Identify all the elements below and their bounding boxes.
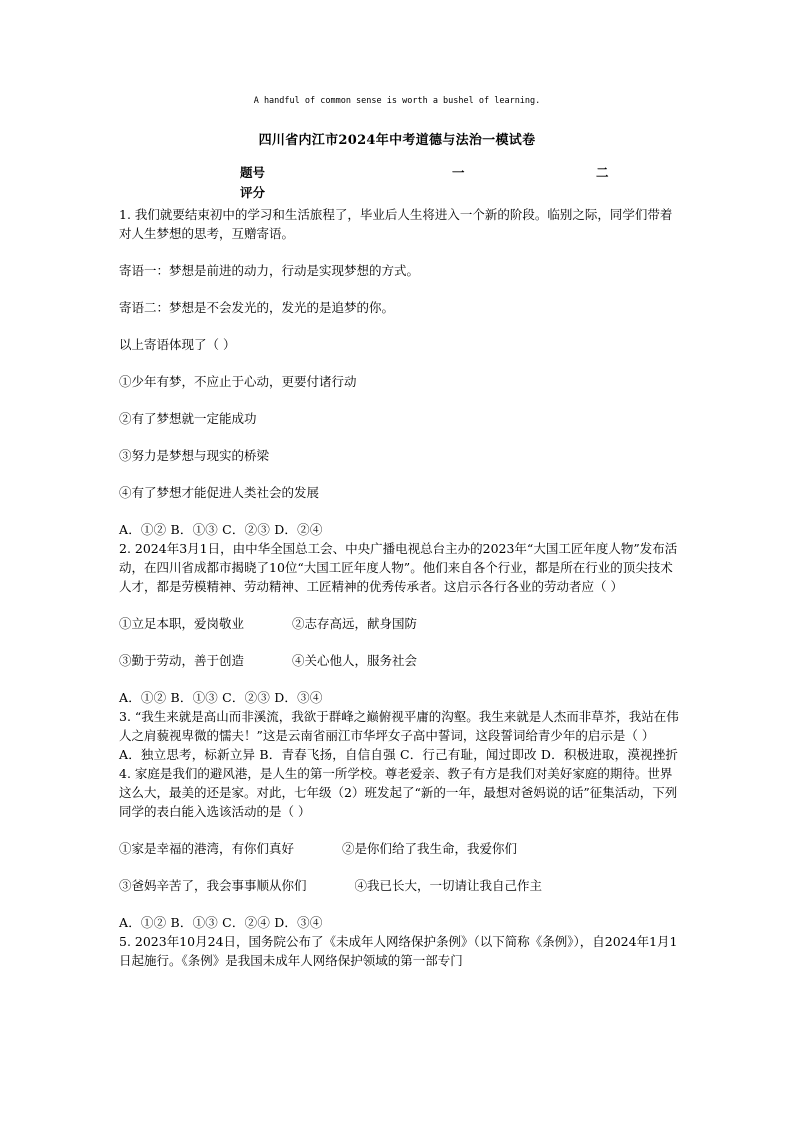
q2-option-3: ③勤于劳动，善于创造 bbox=[119, 653, 245, 668]
score-table-header-row bbox=[240, 163, 630, 183]
q4-option-4: ④我已长大，一切请让我自己作主 bbox=[354, 878, 543, 893]
q2-option-1: ①立足本职，爱岗敬业 bbox=[119, 616, 245, 631]
q1-option-1: ①少年有梦，不应止于心动，更要付诸行动 bbox=[119, 374, 357, 389]
page-title: 四川省内江市2024年中考道德与法治一模试卷 bbox=[258, 133, 536, 148]
q4-options-row-1 bbox=[119, 839, 681, 858]
score-row-label: 评分 bbox=[240, 185, 266, 200]
q1-answers: A．①② B．①③ C．②③ D．②④ bbox=[119, 522, 323, 537]
q1-quote-2: 寄语二：梦想是不会发光的，发光的是追梦的你。 bbox=[119, 300, 395, 315]
score-header-section-1: 一 bbox=[452, 165, 465, 180]
q4-options-row-2 bbox=[119, 876, 681, 895]
q5-stem: 5. 2023年10月24日，国务院公布了《未成年人网络保护条例》（以下简称《条例》），自2024年1月1日起施行。《条例》是我国未成年人网络保护领域的第一部专门 bbox=[119, 934, 678, 968]
q2-options-row-2 bbox=[119, 651, 681, 670]
q1-stem: 1. 我们就要结束初中的学习和生活旅程了，毕业后人生将进入一个新的阶段。临别之际，同学们带着对人生梦想的思考，互赠寄语。 bbox=[119, 207, 673, 241]
motto: A handful of common sense is worth a bushel of learning. bbox=[253, 96, 541, 106]
q2-answers: A．①② B．①③ C．②③ D．③④ bbox=[119, 690, 323, 705]
score-table-score-row bbox=[240, 183, 630, 203]
q1-option-2: ②有了梦想就一定能成功 bbox=[119, 411, 257, 426]
q4-option-3: ③爸妈辛苦了，我会事事顺从你们 bbox=[119, 878, 307, 893]
q1-option-3: ③努力是梦想与现实的桥梁 bbox=[119, 448, 270, 463]
q4-answers: A．①② B．①③ C．②④ D．③④ bbox=[119, 915, 323, 930]
q2-options-row-1 bbox=[119, 614, 681, 633]
q3-stem: 3. “我生来就是高山而非溪流，我欲于群峰之巅俯视平庸的沟壑。我生来就是人杰而非草芥，我站在伟人之肩藐视卑微的懦夫！”这是云南省丽江市华坪女子高中誓词，这段誓词给青少年的启示是（ ） bbox=[119, 709, 679, 743]
q4-option-1: ①家是幸福的港湾，有你们真好 bbox=[119, 841, 295, 856]
score-table bbox=[240, 163, 630, 203]
q2-option-2: ②志存高远，献身国防 bbox=[292, 616, 418, 631]
q3-answers: A．独立思考，标新立异 B．青春飞扬，自信自强 C．行己有耻，闻过即改 D．积极进取，漠视挫折 bbox=[119, 747, 679, 762]
q2-option-4: ④关心他人，服务社会 bbox=[292, 653, 418, 668]
q4-option-2: ②是你们给了我生命，我爱你们 bbox=[342, 841, 518, 856]
q1-quote-1: 寄语一：梦想是前进的动力，行动是实现梦想的方式。 bbox=[119, 263, 420, 278]
score-header-section-2: 二 bbox=[596, 165, 609, 180]
q1-option-4: ④有了梦想才能促进人类社会的发展 bbox=[119, 485, 320, 500]
q1-prompt: 以上寄语体现了（ ） bbox=[119, 337, 236, 352]
score-header-question-no: 题号 bbox=[240, 165, 266, 180]
q4-stem: 4. 家庭是我们的避风港，是人生的第一所学校。尊老爱亲、教子有方是我们对美好家庭的期待。世界这么大，最美的还是家。对此，七年级（2）班发起了“新的一年，最想对爸妈说的话”征集活动，下列同学的表白能入选该活动的是（ ） bbox=[119, 766, 678, 819]
q2-stem: 2. 2024年3月1日，由中华全国总工会、中央广播电视总台主办的2023年“大国工匠年度人物”发布活动，在四川省成都市揭晓了10位“大国工匠年度人物”。他们来自各个行业，都是所在行业的顶尖技术人才，都是劳模精神、劳动精神、工匠精神的优秀传承者。这启示各行各业的劳动者应（ ） bbox=[119, 541, 678, 594]
question-content bbox=[119, 205, 681, 970]
